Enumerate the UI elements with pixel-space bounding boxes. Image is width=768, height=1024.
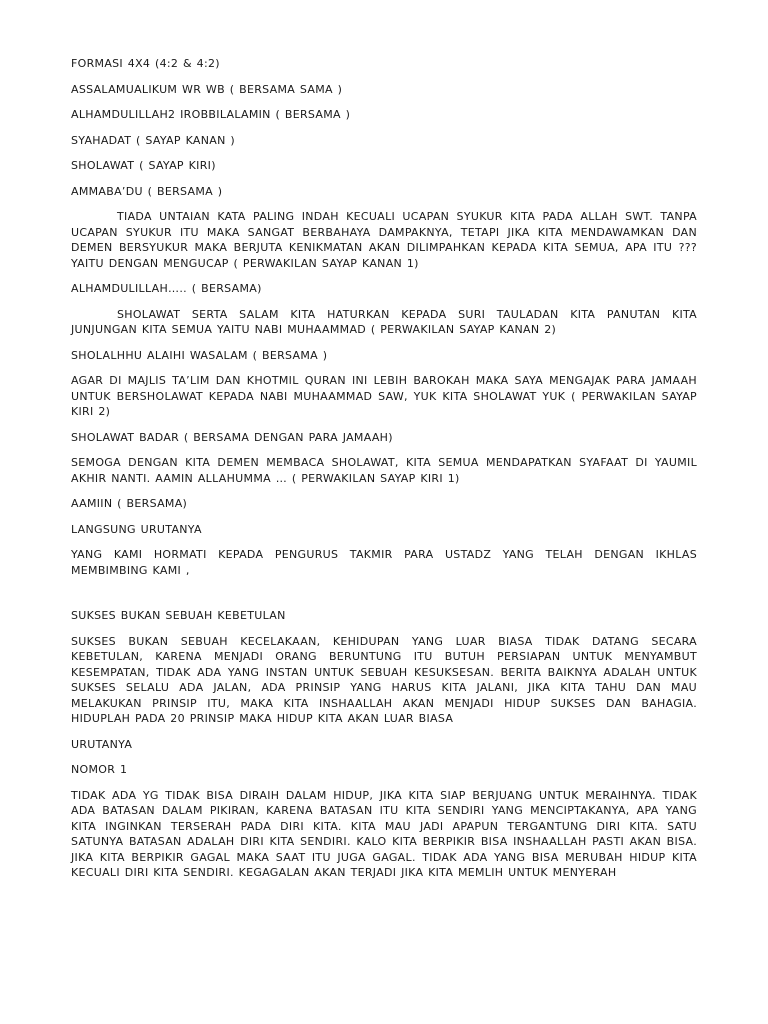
hamdalah-line: ALHAMDULILLAH2 IROBBILALAMIN ( BERSAMA ): [71, 108, 351, 121]
sholawat-badar-line: SHOLAWAT BADAR ( BERSAMA DENGAN PARA JAMAAH): [71, 430, 393, 444]
blank-gap: [71, 588, 697, 608]
sholallahu-response: SHOLALHHU ALAIHI WASALAM ( BERSAMA ): [71, 348, 328, 362]
section-heading: SUKSES BUKAN SEBUAH KEBETULAN: [71, 609, 286, 622]
syahadat-line: SYAHADAT ( SAYAP KANAN ): [71, 133, 236, 147]
syafaat-paragraph: SEMOGA DENGAN KITA DEMEN MEMBACA SHOLAWAT, KITA SEMUA MENDAPATKAN SYAFAAT DI YAUMIL AKHIR NANTI. AAMIN ALLAHUMMA … ( PERWAKILAN SAYAP KIRI 1): [71, 456, 697, 485]
syukur-paragraph: TIADA UNTAIAN KATA PALING INDAH KECUALI UCAPAN SYUKUR KITA PADA ALLAH SWT. TANPA UCAPAN SYUKUR ITU MAKA SANGAT BERBAHAYA DAMPAKNYA, TETAPI JIKA KITA MENDAWAMKAN DAN DEMEN BERSYUKUR MAKA BERJUTA KENIKMATAN AKAN DILIMPAHKAN KEPADA KITA SEMUA, APA ITU ??? YAITU DENGAN MENGUCAP ( PERWAKILAN SAYAP KANAN 1): [71, 210, 697, 270]
doc-title: FORMASI 4X4 (4:2 & 4:2): [71, 57, 220, 70]
nomor-1-paragraph: TIDAK ADA YG TIDAK BISA DIRAIH DALAM HIDUP, JIKA KITA SIAP BERJUANG UNTUK MERAIHNYA. TIDAK ADA BATASAN DALAM PIKIRAN, KARENA BATASAN ITU KITA SENDIRI YANG MENCIPTAKANYA, APA YANG KITA INGINKAN TERSERAH PADA DIRI KITA. KITA MAU JADI APAPUN TERGANTUNG DIRI KITA. SATU SATUNYA BATASAN ADALAH DIRI KITA SENDIRI. KALO KITA BERPIKIR BISA INSHAALLAH PASTI AKAN BISA. JIKA KITA BERPIKIR GAGAL MAKA SAAT ITU JUGA GAGAL. TIDAK ADA YANG BISA MERUBAH HIDUP KITA KECUALI DIRI KITA SENDIRI. KEGAGALAN AKAN TERJADI JIKA KITA MEMLIH UNTUK MENYERAH: [71, 788, 697, 879]
aamiin-response: AAMIIN ( BERSAMA): [71, 497, 188, 510]
urutanya-line: URUTANYA: [71, 737, 133, 751]
opening-greeting: ASSALAMUALIKUM WR WB ( BERSAMA SAMA ): [71, 82, 343, 96]
document-page: [71, 56, 697, 891]
ammabadu-line: AMMABA’DU ( BERSAMA ): [71, 184, 223, 198]
nomor-1-line: NOMOR 1: [71, 763, 128, 776]
majlis-paragraph: AGAR DI MAJLIS TA’LIM DAN KHOTMIL QURAN INI LEBIH BAROKAH MAKA SAYA MENGAJAK PARA JAMAAH UNTUK BERSHOLAWAT KEPADA NABI MUHAAMMAD SAW, YUK KITA SHOLAWAT YUK ( PERWAKILAN SAYAP KIRI 2): [71, 374, 697, 418]
alhamdulillah-response: ALHAMDULILLAH….. ( BERSAMA): [71, 282, 262, 295]
sukses-paragraph: SUKSES BUKAN SEBUAH KECELAKAAN, KEHIDUPAN YANG LUAR BIASA TIDAK DATANG SECARA KEBETULAN, KARENA MENJADI ORANG BERUNTUNG ITU BUTUH PERSIAPAN UNTUK MENYAMBUT KESEMPATAN, TIDAK ADA YANG INSTAN UNTUK SEBUAH KESUKSESAN. BERITA BAIKNYA ADALAH UNTUK SUKSES SELALU ADA JALAN, ADA PRINSIP YANG HARUS KITA JALANI, JIKA KITA TAHU DAN MAU MELAKUKAN PRINSIP ITU, MAKA KITA INSHAALLAH AKAN MENJADI HIDUP SUKSES DAN BAHAGIA. HIDUPLAH PADA 20 PRINSIP MAKA HIDUP KITA AKAN LUAR BIASA: [71, 634, 697, 725]
sholawat-salam-paragraph: SHOLAWAT SERTA SALAM KITA HATURKAN KEPADA SURI TAULADAN KITA PANUTAN KITA JUNJUNGAN KITA SEMUA YAITU NABI MUHAAMMAD ( PERWAKILAN SAYAP KANAN 2): [71, 307, 697, 336]
hormat-paragraph: YANG KAMI HORMATI KEPADA PENGURUS TAKMIR PARA USTADZ YANG TELAH DENGAN IKHLAS MEMBIMBING KAMI ,: [71, 548, 697, 577]
sholawat-line: SHOLAWAT ( SAYAP KIRI): [71, 159, 216, 172]
langsung-urutanya: LANGSUNG URUTANYA: [71, 522, 202, 536]
